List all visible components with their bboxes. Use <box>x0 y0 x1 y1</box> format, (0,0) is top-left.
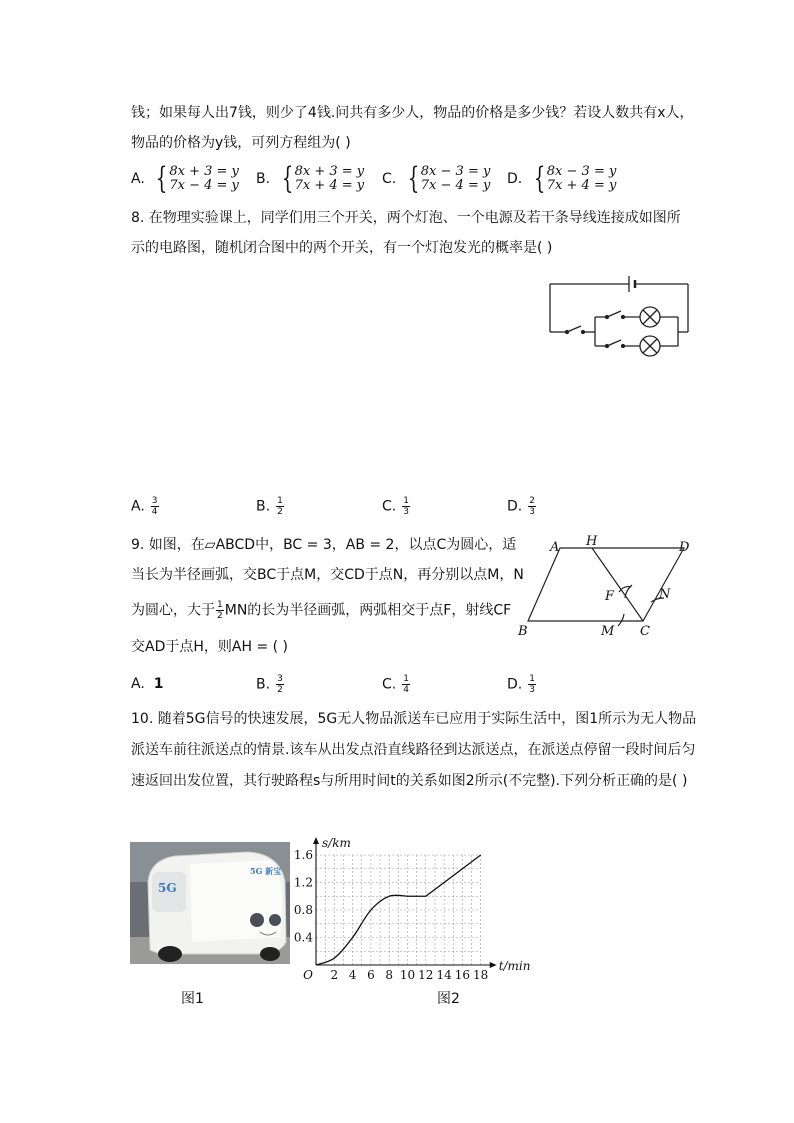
q9-d-den: 3 <box>529 685 535 695</box>
q8-a-num: 3 <box>151 496 158 506</box>
x-tick-label: 2 <box>330 968 339 982</box>
x-axis-arrow <box>490 962 497 968</box>
x-tick-label: 8 <box>385 968 394 982</box>
q9-b-num: 3 <box>277 674 283 684</box>
q9-option-d[interactable] <box>507 674 536 695</box>
q9-a-value: 1 <box>153 676 164 692</box>
switch-main-blade <box>567 326 581 332</box>
q9-b-den: 2 <box>277 685 283 695</box>
y-tick-label: 1.2 <box>293 875 313 890</box>
label-b: B <box>518 624 528 639</box>
x-tick-label: 6 <box>367 968 375 982</box>
q8-b-den: 2 <box>277 507 283 517</box>
q9-option-a-label: A. <box>131 676 145 692</box>
q7-option-c-label: C. <box>382 171 397 187</box>
label-c: C <box>640 624 650 639</box>
q9-line3-pre: 为圆心，大于 <box>131 602 215 619</box>
arc-at-m <box>618 614 624 626</box>
vehicle-side-logo: 5G <box>158 881 177 895</box>
label-d: D <box>679 540 690 555</box>
switch-lower-blade <box>607 340 621 346</box>
x-axis-label: t/min <box>498 959 531 973</box>
q7-option-d-label: D. <box>507 171 523 187</box>
q10-text-line1: 10. 随着5G信号的快速发展，5G无人物品派送车已应用于实际生活中，图1所示为无人物品 <box>131 711 697 727</box>
y-tick-label: 0.8 <box>293 903 313 917</box>
q9-line3-den: 2 <box>217 611 223 621</box>
x-tick-label: 14 <box>436 968 452 982</box>
q9-option-d-label: D. <box>507 676 523 693</box>
label-m: M <box>601 624 615 639</box>
q8-a-den: 4 <box>151 507 158 517</box>
q7-text-line1: 钱；如果每人出7钱，则少了4钱.问共有多少人，物品的价格是多少钱？若设人数共有x人， <box>131 105 694 121</box>
q7-d-eq1: 8x − 3 = y <box>546 164 617 179</box>
q7-d-eq2: 7x + 4 = y <box>546 178 617 193</box>
q8-d-den: 3 <box>529 507 535 517</box>
y-tick-label: 0.4 <box>293 930 313 945</box>
q9-line3-num: 1 <box>217 600 223 610</box>
q8-c-num: 1 <box>403 496 409 506</box>
q10-text-line3: 速返回出发位置，其行驶路程s与所用时间t的关系如图2所示(不完整).下列分析正确的是( ) <box>131 773 688 789</box>
q7-option-b[interactable]: B. { 8x + 3 = y 7x + 4 = y <box>256 161 365 196</box>
fig2-caption: 图2 <box>437 991 460 1007</box>
q7-c-eq1: 8x − 3 = y <box>420 164 491 179</box>
q9-option-c[interactable] <box>382 674 410 695</box>
x-tick-label: 10 <box>399 968 416 982</box>
q8-option-c-label: C. <box>382 498 397 515</box>
label-h: H <box>586 534 598 549</box>
q8-option-b-label: B. <box>256 498 271 515</box>
q8-option-c[interactable] <box>382 496 410 517</box>
q8-option-d-label: D. <box>507 498 523 515</box>
q8-option-a[interactable] <box>131 496 159 517</box>
q8-option-b[interactable] <box>256 496 284 517</box>
x-tick-label: 4 <box>348 968 357 982</box>
distance-time-chart <box>293 835 620 985</box>
q8-text-line2: 示的电路图，随机闭合图中的两个开关，有一个灯泡发光的概率是( ) <box>131 240 553 256</box>
q9-text-line4: 交AD于点H，则AH = ( ) <box>131 639 288 655</box>
q7-a-eq2: 7x − 4 = y <box>169 178 239 193</box>
q7-b-eq2: 7x + 4 = y <box>294 178 365 193</box>
circuit-diagram <box>545 272 695 362</box>
switch-upper-blade <box>607 311 621 317</box>
y-axis-arrow <box>313 837 319 844</box>
q9-c-num: 1 <box>403 674 409 684</box>
label-a: A <box>550 540 560 555</box>
origin-label: O <box>303 968 313 982</box>
label-n: N <box>659 587 671 602</box>
x-tick-label: 12 <box>418 968 434 982</box>
q7-option-d[interactable]: D. { 8x − 3 = y 7x + 4 = y <box>507 161 617 196</box>
q10-text-line2: 派送车前往派送点的情景.该车从出发点沿直线路径到达派送点，在派送点停留一段时间后匀 <box>131 742 696 758</box>
q8-c-den: 3 <box>403 507 409 517</box>
q7-option-b-label: B. <box>256 171 271 187</box>
q7-option-a[interactable]: A. { 8x + 3 = y 7x − 4 = y <box>131 161 239 196</box>
x-tick-label: 16 <box>454 968 471 982</box>
label-f: F <box>605 589 615 604</box>
q9-option-b-label: B. <box>256 676 271 693</box>
q8-d-num: 2 <box>529 496 535 506</box>
q9-text-line1: 9. 如图，在▱ABCD中，BC = 3，AB = 2，以点C为圆心，适 <box>131 537 517 553</box>
q7-text-line2: 物品的价格为y钱，可列方程组为( ) <box>131 135 351 151</box>
q8-option-a-label: A. <box>131 498 145 515</box>
delivery-vehicle-photo <box>130 842 290 964</box>
y-axis-label: s/km <box>322 836 351 850</box>
q9-d-num: 1 <box>529 674 535 684</box>
parallelogram-abcd <box>528 548 684 621</box>
ray-cf <box>592 548 643 621</box>
q7-c-eq2: 7x − 4 = y <box>420 178 491 193</box>
q8-text-line1: 8. 在物理实验课上，同学们用三个开关，两个灯泡、一个电源及若干条导线连接成如图所 <box>131 210 681 226</box>
x-tick-label: 18 <box>473 968 489 982</box>
q7-a-eq1: 8x + 3 = y <box>169 164 239 179</box>
q9-c-den: 4 <box>403 685 409 695</box>
q7-option-a-label: A. <box>131 171 145 187</box>
y-tick-label: 1.6 <box>293 848 313 862</box>
parallelogram-figure <box>512 532 702 642</box>
q9-text-line2: 当长为半径画弧，交BC于点M，交CD于点N，再分别以点M，N <box>131 567 524 583</box>
q8-b-num: 1 <box>277 496 283 506</box>
q8-option-d[interactable] <box>507 496 536 517</box>
vehicle-front-logo: 5G 新宝 <box>250 866 282 876</box>
q7-b-eq1: 8x + 3 = y <box>294 164 365 179</box>
q9-option-b[interactable] <box>256 674 284 695</box>
q9-option-a[interactable] <box>131 674 163 694</box>
q9-text-line3 <box>131 600 511 621</box>
q7-option-c[interactable]: C. { 8x − 3 = y 7x − 4 = y <box>382 161 491 196</box>
fig1-caption: 图1 <box>181 991 204 1007</box>
q9-line3-post: MN的长为半径画弧，两弧相交于点F，射线CF <box>224 602 512 619</box>
q9-option-c-label: C. <box>382 676 397 693</box>
